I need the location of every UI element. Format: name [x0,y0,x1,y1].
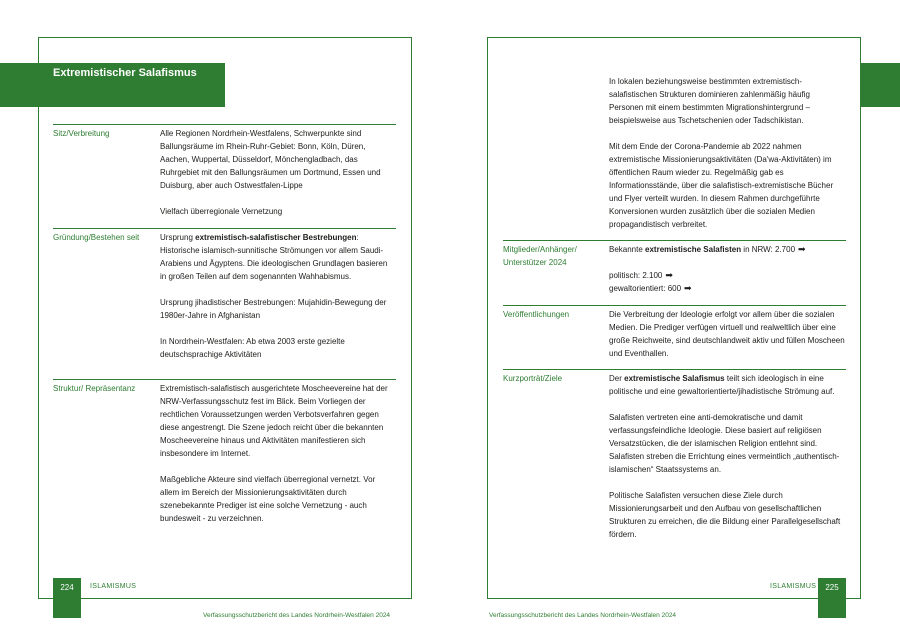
row-content [609,372,845,541]
page-number-right: 225 [825,583,839,592]
footer-right: Verfassungsschutzbericht des Landes Nordrhein-Westfalen 2024 [489,612,677,619]
row-content [160,127,393,218]
paragraph: In lokalen beziehungsweise bestimmten extremistisch-salafistischen Strukturen dominieren zahlenmäßig häufig Personen mit einem bestimmten Migrationshintergrund – beispielsweise aus Tschetschenien oder Tadschikistan. [609,77,810,125]
row-divider [503,369,846,370]
paragraph: Die Verbreitung der Ideologie erfolgt vor allem über die sozialen Medien. Die Prediger verfügen virtuell und realweltlich über eine große Reichweite, sind deutschlandweit aktiv und füllen Moscheen und Eventhallen. [609,310,845,358]
row-content [160,382,393,525]
row-label: Gründung/Bestehen seit [53,233,140,242]
arrow-right-icon: ➡ [684,283,692,293]
paragraph: Politische Salafisten versuchen diese Ziele durch Missionierungsarbeit und den Aufbau von gesellschaftlichen Strukturen zu erreichen, die die Bildung einer Parallelgesellschaft fördern. [609,491,841,539]
row-label: Sitz/Verbreitung [53,129,110,138]
row-divider [53,124,396,125]
row-divider [53,379,396,380]
row-content [160,231,393,361]
row-divider [503,240,846,241]
members-political: politisch: 2.100 ➡ [609,270,673,280]
paragraph: Extremistisch-salafistisch ausgerichtete Moscheevereine hat der NRW-Verfassungsschutz fest im Blick. Beim Vorliegen der rechtlichen Voraussetzungen werden Verbotsverfahren gegen diese angestrengt. Die Szene jedoch reicht über die bekannten Moscheevereine hinaus und Aktivitäten manifestieren sich insbesondere im Internet. [160,384,388,458]
paragraph: In Nordrhein-Westfalen: Ab etwa 2003 erste gezielte deutschsprachige Aktivitäten [160,337,345,359]
chapter-label-right: ISLAMISMUS [770,583,817,590]
arrow-right-icon: ➡ [665,270,673,280]
row-label: Mitglieder/Anhänger/ Unterstützer 2024 [503,245,577,267]
row-content [609,308,845,360]
members-content [609,243,845,295]
page-title: Extremistischer Salafismus [53,67,197,79]
paragraph: Mit dem Ende der Corona-Pandemie ab 2022 nahmen extremistische Missionierungsaktivitäten (Da'wa-Aktivitäten) im öffentlichen Raum wieder zu. Regelmäßig gab es Informationsstände, über die salafistisch-extremistische Bücher und Flyer verteilt wurden. In diesem Rahmen durchgeführte Konversionen wurden zusätzlich über die sozialen Medien propagandistisch verbreitet. [609,142,834,229]
paragraph: Salafisten vertreten eine anti-demokratische und damit verfassungsfeindliche Ideologie. Diese basiert auf religiösen Versatzstücken, die der islamischen Religion entlehnt sind. Salafisten streben die Errichtung eines vermeintlich „authentisch-islamischen“ Staatssystems an. [609,413,840,474]
footer-left: Verfassungsschutzbericht des Landes Nordrhein-Westfalen 2024 [203,612,391,619]
chapter-tab [861,63,900,107]
paragraph: Alle Regionen Nordrhein-Westfalens, Schwerpunkte sind Ballungsräume im Rhein-Ruhr-Gebiet: Bonn, Köln, Düren, Aachen, Wuppertal, Düsseldorf, Mönchengladbach, das Ruhrgebiet mit den Ballungsräumen um Dortmund, Essen und Duisburg, aber auch Ostwestfalen-Lippe [160,129,381,190]
page-number-left: 224 [60,583,74,592]
members-total: Bekannte extremistische Salafisten in NRW: 2.700 ➡ [609,244,806,254]
row-divider [503,305,846,306]
chapter-label-left: ISLAMISMUS [90,583,137,590]
paragraph: Der extremistische Salafismus teilt sich ideologisch in eine politische und eine gewaltorientierte/jihadistische Strömung auf. [609,374,835,396]
paragraph: Vielfach überregionale Vernetzung [160,207,283,216]
row-label: Struktur/ Repräsentanz [53,384,136,393]
arrow-right-icon: ➡ [798,244,806,254]
paragraph: Ursprung extremistisch-salafistischer Bestrebungen: Historische islamisch-sunnitische Strömungen vor allem Saudi-Arabiens und Ägyptens. Die ideologischen Grundlagen basieren in großen Teilen auf dem sogenannten Wahhabismus. [160,233,388,281]
paragraph: Ursprung jihadistischer Bestrebungen: Mujahidin-Bewegung der 1980er-Jahre in Afghanistan [160,298,387,320]
paragraph: Maßgebliche Akteure sind vielfach überregional vernetzt. Vor allem im Bereich der Missionierungsaktivitäten durch szenebekannte Prediger ist eine solche Vernetzung - auch bundesweit - zu verzeichnen. [160,475,376,523]
row-label: Kurzporträt/Ziele [503,374,563,383]
intro-text [609,75,845,231]
members-violent: gewaltorientiert: 600 ➡ [609,283,692,293]
row-divider [53,228,396,229]
row-label: Veröffentlichungen [503,310,570,319]
